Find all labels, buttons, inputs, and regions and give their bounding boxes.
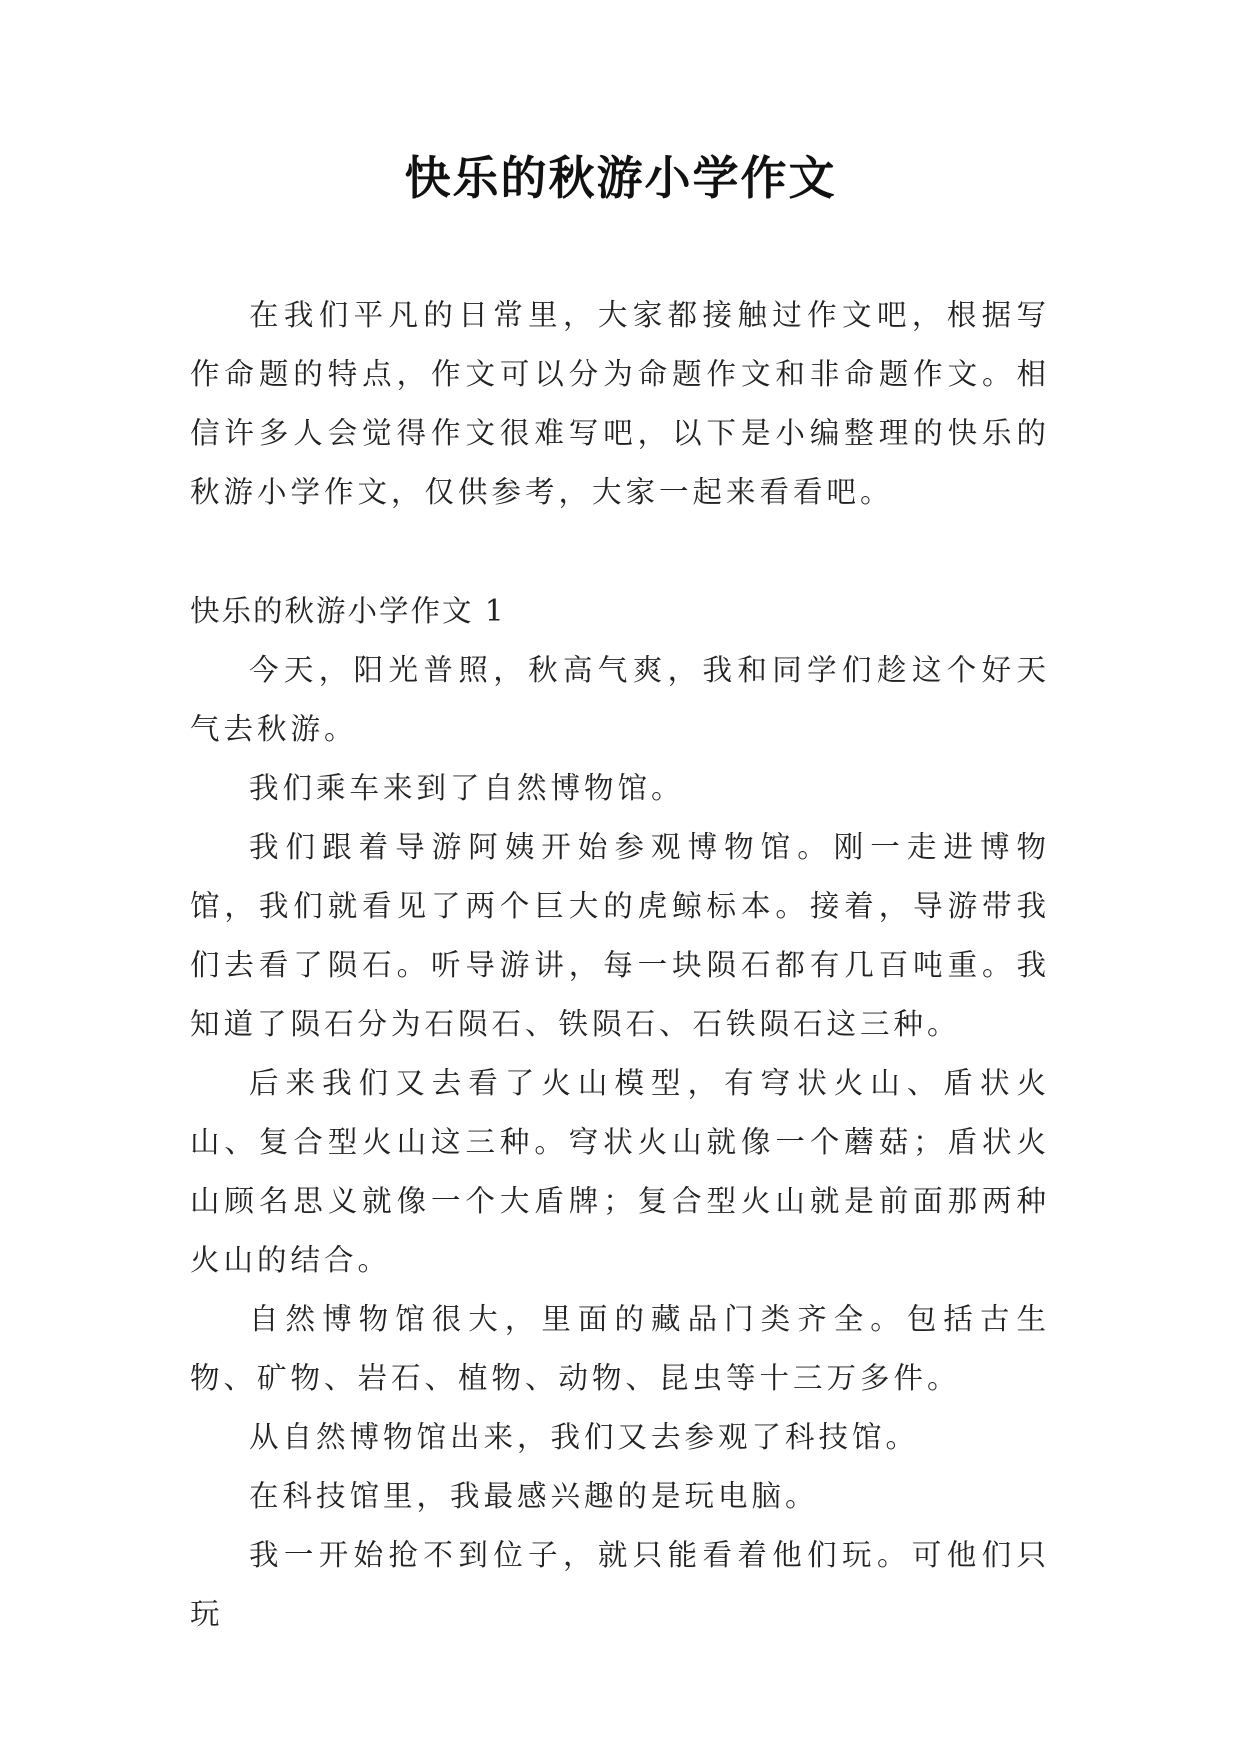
document-body — [190, 286, 1050, 1644]
body-paragraph: 后来我们又去看了火山模型，有穹状火山、盾状火山、复合型火山这三种。穹状火山就像一个蘑菇；盾状火山顾名思义就像一个大盾牌；复合型火山就是前面那两种火山的结合。 — [190, 1066, 1050, 1277]
document-title: 快乐的秋游小学作文 — [404, 151, 837, 205]
body-paragraph: 我们乘车来到了自然博物馆。 — [249, 771, 685, 805]
body-paragraph: 自然博物馆很大，里面的藏品门类齐全。包括古生物、矿物、岩石、植物、动物、昆虫等十三万多件。 — [190, 1302, 1050, 1395]
body-paragraph: 今天，阳光普照，秋高气爽，我和同学们趁这个好天气去秋游。 — [190, 653, 1050, 746]
body-paragraph: 在科技馆里，我最感兴趣的是玩电脑。 — [249, 1479, 819, 1513]
body-paragraph: 我一开始抢不到位子，就只能看着他们玩。可他们只玩 — [190, 1538, 1050, 1631]
section-heading: 快乐的秋游小学作文 1 — [190, 594, 506, 628]
intro-paragraph: 在我们平凡的日常里，大家都接触过作文吧，根据写作命题的特点，作文可以分为命题作文和非命题作文。相信许多人会觉得作文很难写吧，以下是小编整理的快乐的秋游小学作文，仅供参考，大家一起来看看吧。 — [190, 298, 1050, 509]
body-paragraph: 从自然博物馆出来，我们又去参观了科技馆。 — [249, 1420, 920, 1454]
body-paragraph: 我们跟着导游阿姨开始参观博物馆。刚一走进博物馆，我们就看见了两个巨大的虎鲸标本。接着，导游带我们去看了陨石。听导游讲，每一块陨石都有几百吨重。我知道了陨石分为石陨石、铁陨石、石铁陨石这三种。 — [190, 830, 1050, 1041]
